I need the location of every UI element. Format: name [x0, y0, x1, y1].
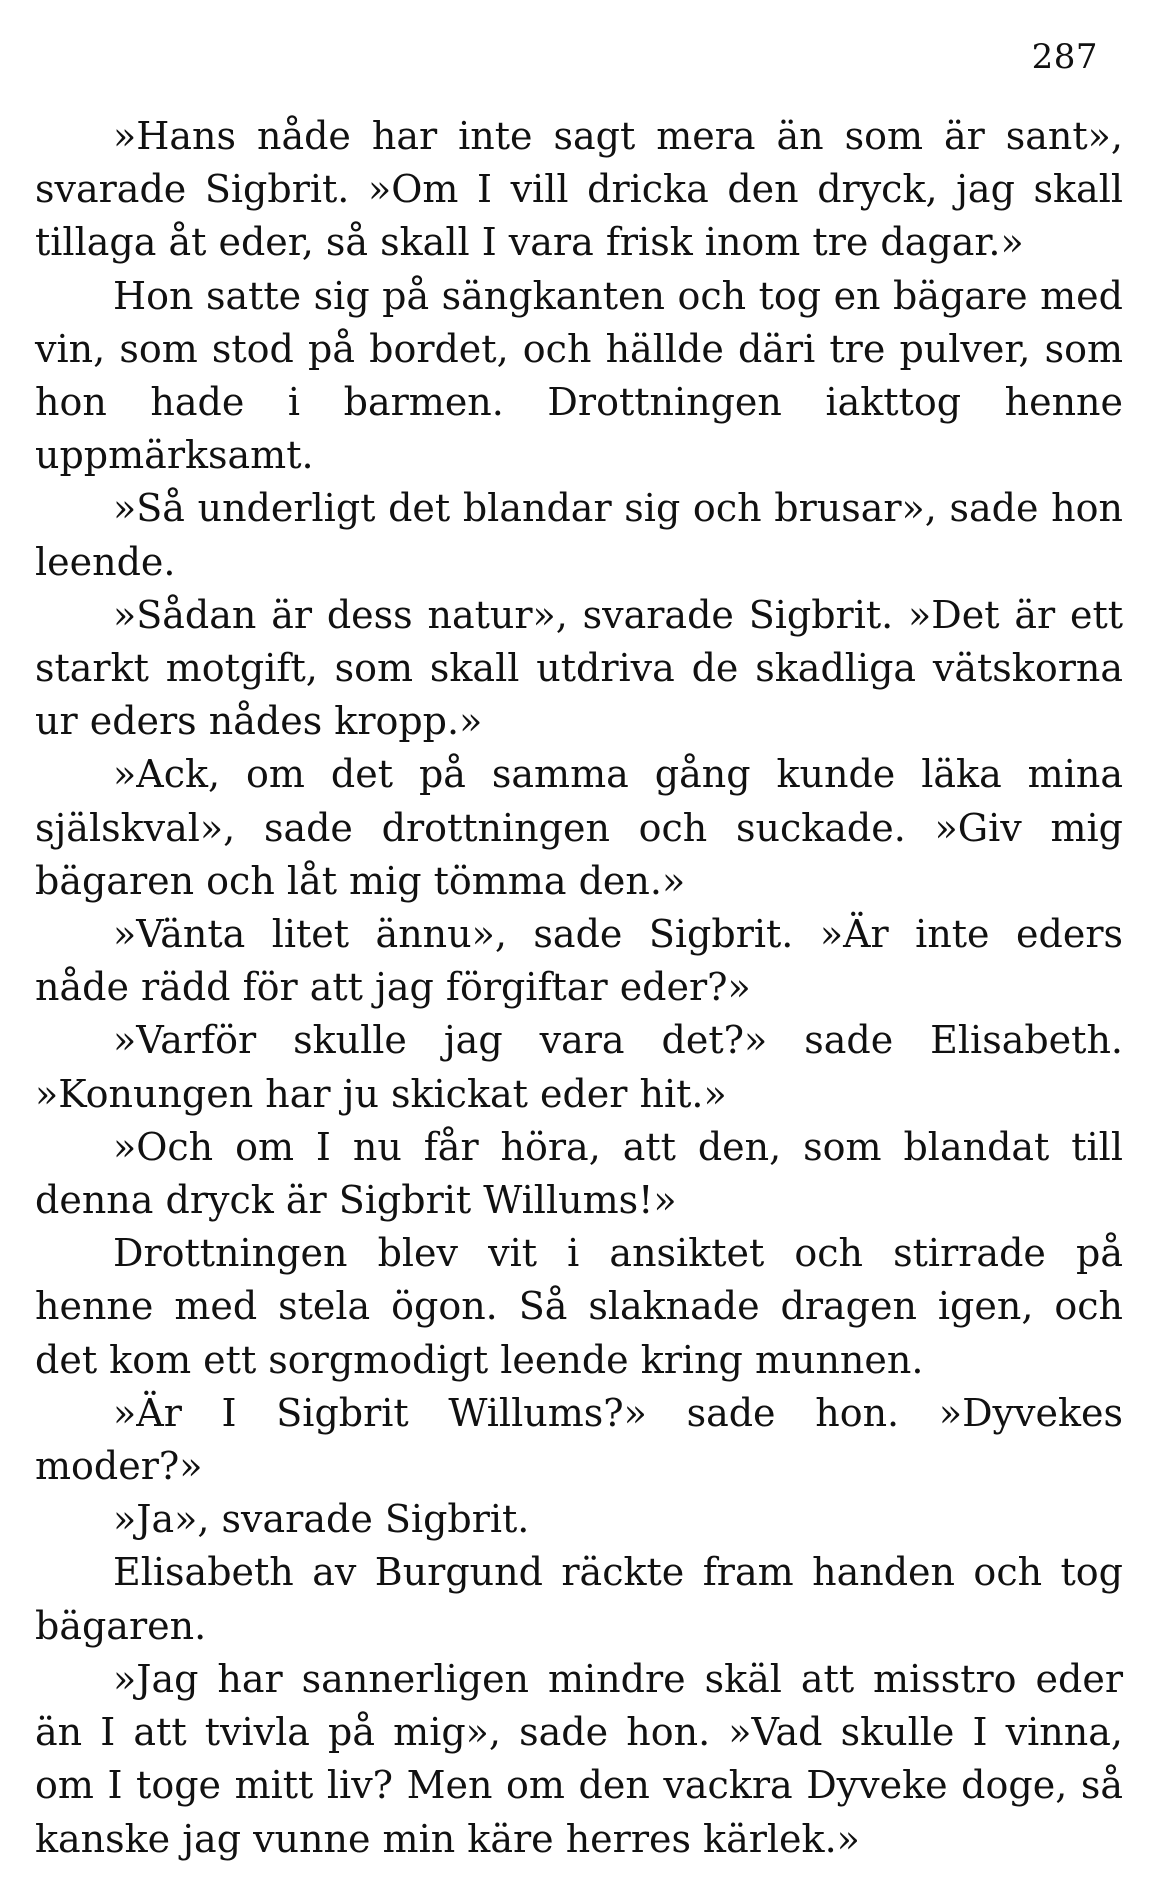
- page-number: 287: [1031, 37, 1098, 77]
- paragraph-8: »Och om I nu får höra, att den, som blandat till denna dryck är Sigbrit Willums!»: [35, 1124, 1123, 1223]
- paragraph-2: Hon satte sig på sängkanten och tog en bägare med vin, som stod på bordet, och hällde däri tre pulver, som hon hade i barmen. Drottningen iakttog henne uppmärksamt.: [35, 273, 1123, 478]
- paragraph-1: »Hans nåde har inte sagt mera än som är sant», svarade Sigbrit. »Om I vill dricka den dryck, jag skall tillaga åt eder, så skall I vara frisk inom tre dagar.»: [35, 114, 1123, 265]
- paragraph-11: »Ja», svarade Sigbrit.: [113, 1497, 530, 1542]
- paragraph-12: Elisabeth av Burgund räckte fram handen och tog bägaren.: [35, 1550, 1123, 1648]
- paragraph-7: »Varför skulle jag vara det?» sade Elisabeth. »Konungen har ju skickat eder hit.»: [35, 1018, 1123, 1116]
- paragraph-13: »Jag har sannerligen mindre skäl att misstro eder än I att tvivla på mig», sade hon. »Vad skulle I vinna, om I toge mitt liv? Men om den vackra Dyveke doge, så kanske jag vunne min käre herres kärlek.»: [35, 1656, 1123, 1861]
- paragraph-4: »Sådan är dess natur», svarade Sigbrit. »Det är ett starkt motgift, som skall utdriva de skadliga vätskorna ur eders nådes kropp.»: [35, 592, 1123, 744]
- paragraph-9: Drottningen blev vit i ansiktet och stirrade på henne med stela ögon. Så slaknade dragen igen, och det kom ett sorgmodigt leende kring munnen.: [35, 1231, 1123, 1382]
- paragraph-10: »Är I Sigbrit Willums?» sade hon. »Dyvekes moder?»: [35, 1390, 1123, 1489]
- page-text: [35, 110, 1123, 1866]
- paragraph-3: »Så underligt det blandar sig och brusar», sade hon leende.: [35, 486, 1123, 584]
- paragraph-6: »Vänta litet ännu», sade Sigbrit. »Är inte eders nåde rädd för att jag förgiftar eder?»: [35, 912, 1123, 1010]
- paragraph-5: »Ack, om det på samma gång kunde läka mina själskval», sade drottningen och suckade. »Giv mig bägaren och låt mig tömma den.»: [35, 752, 1123, 903]
